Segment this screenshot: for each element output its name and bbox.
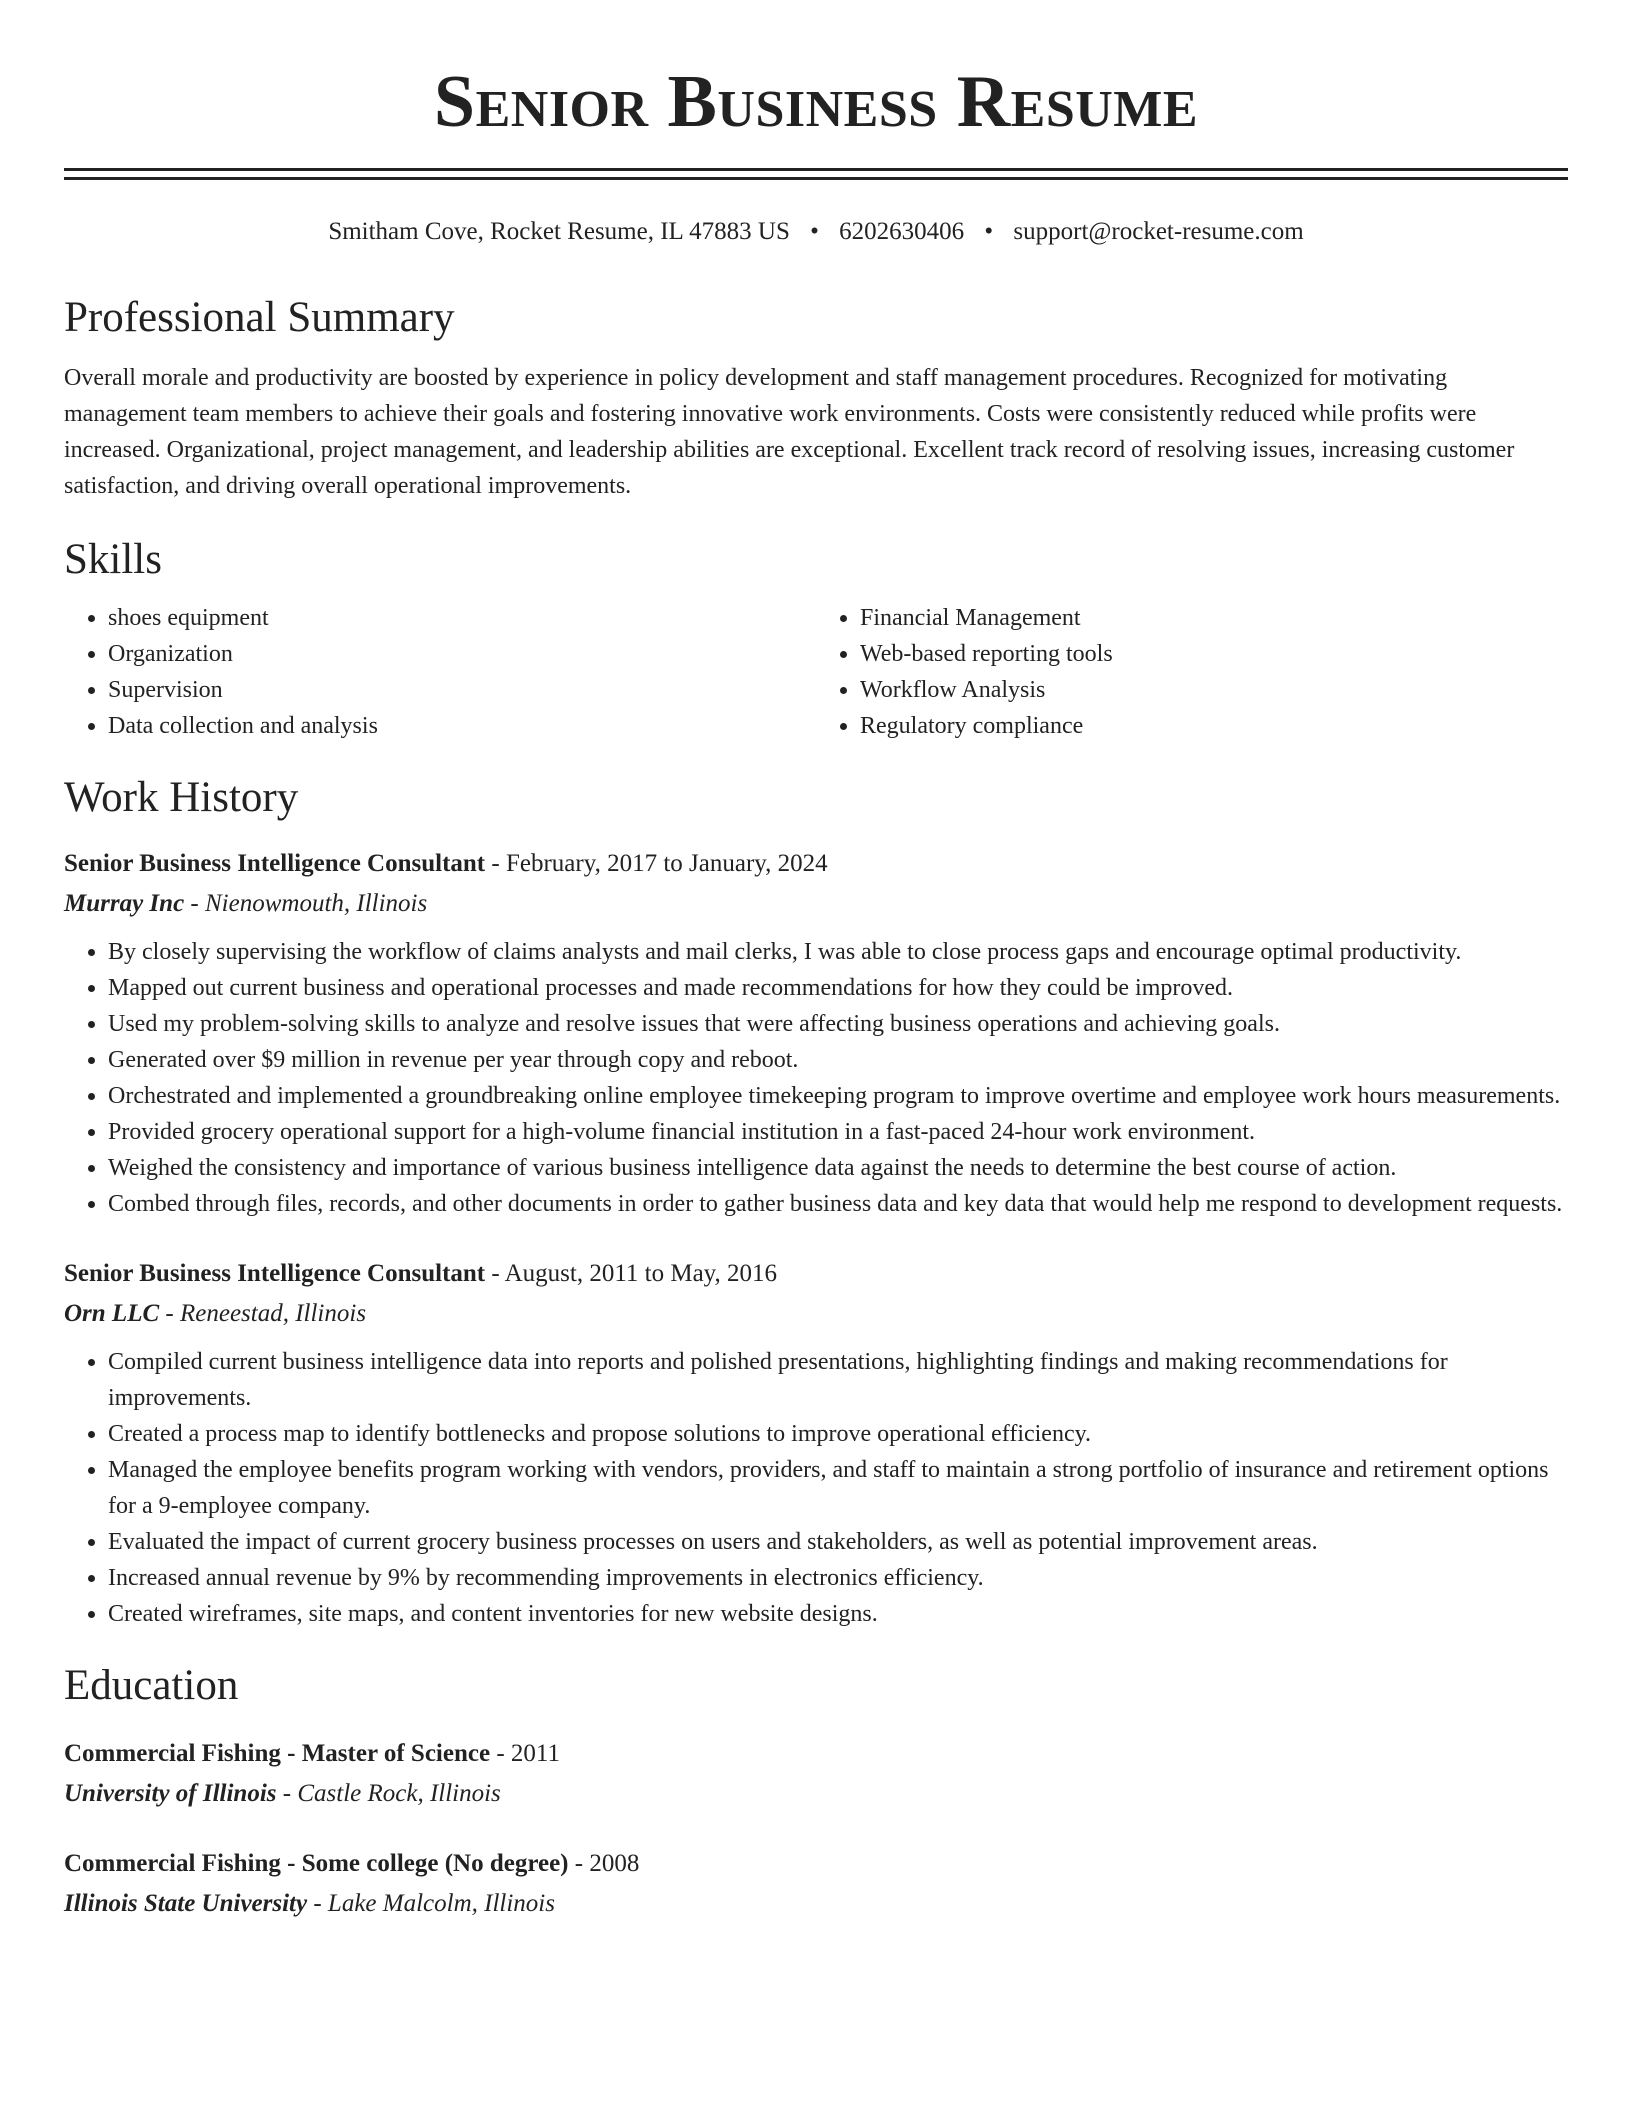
job-company: Murray Inc bbox=[64, 890, 185, 917]
skills-column-right bbox=[816, 600, 1568, 744]
job-location: - Reneestad, Illinois bbox=[159, 1300, 367, 1327]
contact-separator: • bbox=[984, 218, 994, 245]
education-year: - 2008 bbox=[568, 1850, 640, 1877]
education-school: Illinois State University bbox=[64, 1890, 308, 1917]
education-school: University of Illinois bbox=[64, 1780, 277, 1807]
job-bullet: • By closely supervising the workflow of claims analysts and mail clerks, I was able to close process gaps and encourage optimal productivity. bbox=[108, 934, 1568, 970]
education-degree-line bbox=[64, 1736, 1568, 1772]
job-bullet: • Used my problem-solving skills to analyze and resolve issues that were affecting business operations and achieving goals. bbox=[108, 1006, 1568, 1042]
job-bullet: • Orchestrated and implemented a groundbreaking online employee timekeeping program to improve overtime and employee work hours measurements. bbox=[108, 1078, 1568, 1114]
job-title-line bbox=[64, 846, 1568, 882]
job-bullets bbox=[64, 1344, 1568, 1632]
skill-item: • Web-based reporting tools bbox=[860, 636, 1568, 672]
skill-item: • Organization bbox=[108, 636, 816, 672]
job-title: Senior Business Intelligence Consultant bbox=[64, 1260, 486, 1287]
contact-email: support@rocket-resume.com bbox=[1013, 218, 1304, 245]
job-company-line bbox=[64, 1296, 1568, 1332]
title-rule-top bbox=[64, 168, 1568, 171]
job-location: - Nienowmouth, Illinois bbox=[184, 890, 428, 917]
education-location: - Lake Malcolm, Illinois bbox=[307, 1890, 555, 1917]
education-degree-line bbox=[64, 1846, 1568, 1882]
job-entry bbox=[64, 846, 1568, 1222]
education-school-line bbox=[64, 1886, 1568, 1922]
skills-grid bbox=[64, 600, 1568, 744]
job-bullet: • Combed through files, records, and other documents in order to gather business data and key data that would help me respond to development requests. bbox=[108, 1186, 1568, 1222]
education-year: - 2011 bbox=[490, 1740, 560, 1767]
job-company: Orn LLC bbox=[64, 1300, 160, 1327]
education-degree: Commercial Fishing - Some college (No degree) bbox=[64, 1850, 569, 1877]
job-bullet: • Managed the employee benefits program working with vendors, providers, and staff to maintain a strong portfolio of insurance and retirement options for a 9-employee company. bbox=[108, 1452, 1568, 1524]
education-heading: Education bbox=[64, 1662, 239, 1709]
skills-section bbox=[64, 534, 1568, 744]
skill-item: • Data collection and analysis bbox=[108, 708, 816, 744]
contact-separator: • bbox=[810, 218, 819, 245]
summary-heading: Professional Summary bbox=[64, 294, 455, 341]
education-entry bbox=[64, 1846, 1568, 1922]
education-section bbox=[64, 1660, 1568, 1922]
job-bullet: • Created wireframes, site maps, and content inventories for new website designs. bbox=[108, 1596, 1568, 1632]
job-bullet: • Increased annual revenue by 9% by recommending improvements in electronics efficiency. bbox=[108, 1560, 1568, 1596]
skill-item: • shoes equipment bbox=[108, 600, 816, 636]
skills-heading: Skills bbox=[64, 536, 162, 583]
education-school-line bbox=[64, 1776, 1568, 1812]
work-history-section bbox=[64, 772, 1568, 1632]
job-bullet: • Compiled current business intelligence data into reports and polished presentations, highlighting findings and making recommendations for improvements. bbox=[108, 1344, 1568, 1416]
job-bullet: • Generated over $9 million in revenue per year through copy and reboot. bbox=[108, 1042, 1568, 1078]
job-bullet: • Provided grocery operational support for a high-volume financial institution in a fast-paced 24-hour work environment. bbox=[108, 1114, 1568, 1150]
job-title-line bbox=[64, 1256, 1568, 1292]
skill-item: • Supervision bbox=[108, 672, 816, 708]
work-history-heading: Work History bbox=[64, 774, 299, 821]
skill-item: • Regulatory compliance bbox=[860, 708, 1568, 744]
job-bullet: • Evaluated the impact of current grocery business processes on users and stakeholders, as well as potential improvement areas. bbox=[108, 1524, 1568, 1560]
skill-item: • Workflow Analysis bbox=[860, 672, 1568, 708]
job-dates: - February, 2017 to January, 2024 bbox=[485, 850, 828, 877]
job-bullet: • Mapped out current business and operational processes and made recommendations for how they could be improved. bbox=[108, 970, 1568, 1006]
job-dates: - August, 2011 to May, 2016 bbox=[485, 1260, 778, 1287]
job-entry bbox=[64, 1256, 1568, 1632]
skills-column-left bbox=[64, 600, 816, 744]
contact-phone: 6202630406 bbox=[839, 218, 965, 245]
job-bullet: • Created a process map to identify bottlenecks and propose solutions to improve operational efficiency. bbox=[108, 1416, 1568, 1452]
education-location: - Castle Rock, Illinois bbox=[276, 1780, 501, 1807]
contact-address: Smitham Cove, Rocket Resume, IL 47883 US bbox=[328, 218, 790, 245]
title-rule-bottom bbox=[64, 177, 1568, 180]
job-bullet: • Weighed the consistency and importance of various business intelligence data against the needs to determine the best course of action. bbox=[108, 1150, 1568, 1186]
job-company-line bbox=[64, 886, 1568, 922]
education-degree: Commercial Fishing - Master of Science bbox=[64, 1740, 491, 1767]
summary-text: Overall morale and productivity are boosted by experience in policy development and staff management procedures. Recognized for motivating management team members to achieve their goals and fostering innovative work environments. Costs were consistently reduced while profits were increased. Organizational, project management, and leadership abilities are exceptional. Excellent track record of resolving issues, increasing customer satisfaction, and driving overall operational improvements. bbox=[64, 365, 1515, 499]
summary-section bbox=[64, 292, 1568, 504]
job-bullets bbox=[64, 934, 1568, 1222]
skill-item: • Financial Management bbox=[860, 600, 1568, 636]
education-entry bbox=[64, 1736, 1568, 1812]
contact-info bbox=[64, 216, 1568, 248]
job-title: Senior Business Intelligence Consultant bbox=[64, 850, 486, 877]
resume-title: Senior Business Resume bbox=[433, 61, 1199, 143]
